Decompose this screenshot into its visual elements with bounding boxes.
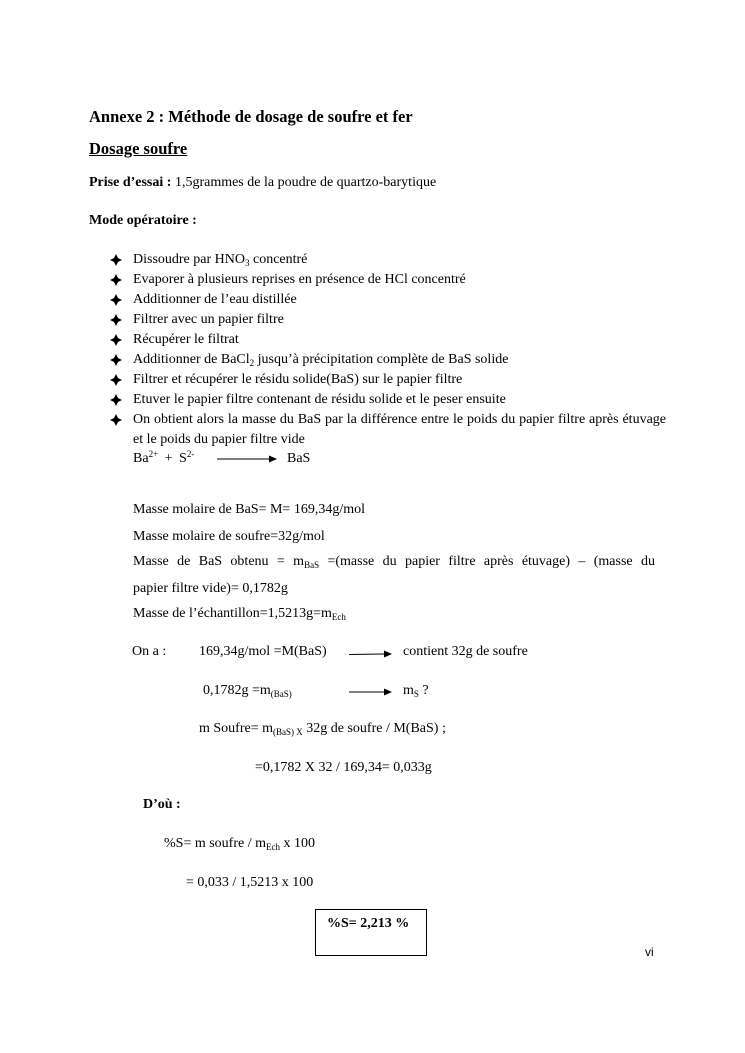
bullet-diamond-icon [110,414,122,426]
prise-label: Prise d’essai : [89,175,172,190]
plus-sign: + [164,451,173,466]
formula-text-end: 32g de soufre / M(BaS) ; [302,721,446,736]
row2-right-text: m [403,683,414,698]
list-item [106,250,666,270]
molar-mass-s: Masse molaire de soufre=32g/mol [133,529,325,544]
result-box [315,909,427,956]
row2-left-sub: (BaS) [270,689,292,699]
mode-label: Mode opératoire : [89,213,197,228]
step-subscript: 2 [249,358,255,368]
reactant-ba: Ba [133,451,149,466]
mass-bas-line [133,553,655,571]
list-item [106,410,666,450]
calc-row1-left: 169,34g/mol =M(BaS) [199,644,327,659]
molar-mass-bas: Masse molaire de BaS= M= 169,34g/mol [133,502,365,517]
row2-right-sub: S [413,689,419,699]
list-item [106,330,666,350]
sample-mass-sub: Ech [331,612,346,622]
s-charge: 2- [186,449,195,459]
on-a-label: On a : [132,644,167,659]
mass-bas-line2: papier filtre vide)= 0,1782g [133,581,288,596]
step-text-end: jusqu’à précipitation complète de BaS solide [254,352,509,367]
bullet-diamond-icon [110,314,122,326]
pct-formula-end: x 100 [280,836,315,851]
section-title: Dosage soufre [89,139,188,158]
calc-row2-right [403,682,429,700]
pct-formula-text: %S= m soufre / m [164,836,266,851]
bullet-diamond-icon [110,334,122,346]
ba-charge: 2+ [148,449,159,459]
reaction-arrow-icon [217,454,277,464]
step-subscript: 3 [244,258,250,268]
bullet-diamond-icon [110,374,122,386]
step-text: Additionner de l’eau distillée [133,292,297,307]
bullet-diamond-icon [110,394,122,406]
dou-label: D’où : [143,797,181,812]
steps-list [106,250,666,450]
page-number: vi [645,945,654,959]
annex-title: Annexe 2 : Méthode de dosage de soufre et fer [89,107,413,126]
list-item [106,350,666,370]
step-text: Etuver le papier filtre contenant de résidu solide et le peser ensuite [133,392,506,407]
final-result: %S= 2,213 % [327,916,410,931]
formula-value: =0,1782 X 32 / 169,34= 0,033g [255,760,432,775]
list-item [106,290,666,310]
prise-text: 1,5grammes de la poudre de quartzo-barytique [174,175,437,190]
prise-line [89,174,436,192]
sample-mass-line [133,605,346,623]
formula-line [199,720,446,738]
step-text: Filtrer avec un papier filtre [133,312,284,327]
pct-value: = 0,033 / 1,5213 x 100 [186,875,314,890]
bullet-diamond-icon [110,354,122,366]
calc-row1-right: contient 32g de soufre [403,644,528,659]
bullet-diamond-icon [110,274,122,286]
formula-text: m Soufre= m [199,721,273,736]
step-text: Dissoudre par HNO [133,252,245,267]
calc-arrow-icon [349,687,392,697]
pct-formula-sub: Ech [266,842,280,852]
formula-sub: (BaS) X [273,727,303,737]
reaction-product: BaS [287,451,311,466]
reaction-reactants [133,450,194,468]
step-text: On obtient alors la masse du BaS par la différence entre le poids du papier filtre après étuvage et le poids du papier filtre vide [133,412,666,447]
pct-formula [164,835,315,853]
list-item [106,270,666,290]
calc-arrow-icon [349,649,392,659]
list-item [106,390,666,410]
step-text: Additionner de BaCl [133,352,250,367]
bullet-diamond-icon [110,254,122,266]
bullet-diamond-icon [110,294,122,306]
sample-mass-text: Masse de l’échantillon=1,5213g=m [133,606,332,621]
list-item [106,310,666,330]
step-text-end: concentré [249,252,308,267]
list-item [106,370,666,390]
row2-left-text: 0,1782g =m [203,683,271,698]
step-text: Récupérer le filtrat [133,332,239,347]
step-text: Evaporer à plusieurs reprises en présence de HCl concentré [133,272,466,287]
mass-bas-text: Masse de BaS obtenu = m [133,554,305,569]
step-text: Filtrer et récupérer le résidu solide(BaS) sur le papier filtre [133,372,463,387]
calc-row2-left [203,682,292,700]
mass-bas-sub: BaS [304,560,320,570]
row2-right-end: ? [418,683,429,698]
mass-bas-text-end: =(masse du papier filtre après étuvage) – (masse du [319,554,655,569]
reactant-s: S [179,451,187,466]
